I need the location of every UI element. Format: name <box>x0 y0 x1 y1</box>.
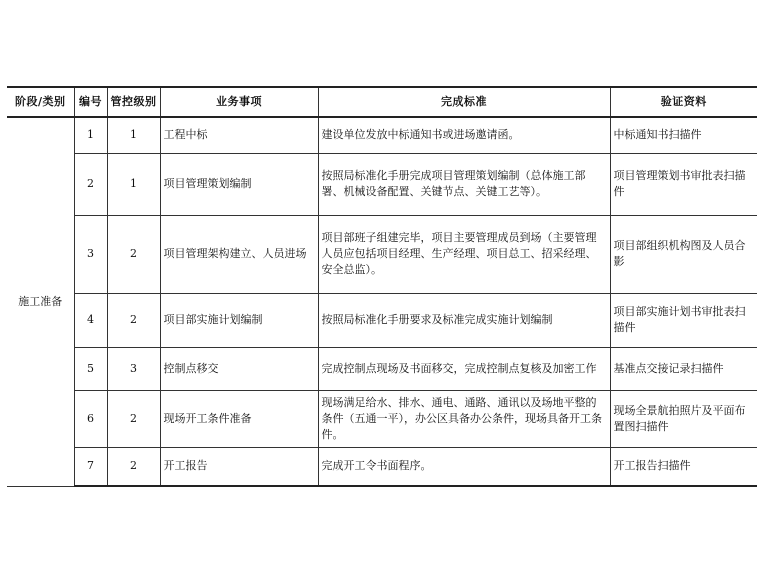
header-verification: 验证资料 <box>610 87 757 117</box>
row-level: 2 <box>107 293 160 347</box>
table-row <box>7 347 757 390</box>
row-no: 3 <box>74 215 107 293</box>
header-no: 编号 <box>74 87 107 117</box>
row-item: 工程中标 <box>160 117 318 153</box>
row-level: 2 <box>107 215 160 293</box>
row-item: 控制点移交 <box>160 347 318 390</box>
stage-cell: 施工准备 <box>7 117 74 486</box>
row-item: 项目部实施计划编制 <box>160 293 318 347</box>
row-level: 2 <box>107 390 160 447</box>
table-row <box>7 390 757 447</box>
row-level: 1 <box>107 117 160 153</box>
row-no: 6 <box>74 390 107 447</box>
row-verification: 项目管理策划书审批表扫描件 <box>610 153 757 215</box>
header-standard: 完成标准 <box>318 87 610 117</box>
row-item: 开工报告 <box>160 447 318 486</box>
table-row <box>7 293 757 347</box>
table-row <box>7 447 757 486</box>
row-no: 5 <box>74 347 107 390</box>
table-row <box>7 117 757 153</box>
row-item: 项目管理策划编制 <box>160 153 318 215</box>
row-standard: 完成开工令书面程序。 <box>318 447 610 486</box>
row-no: 1 <box>74 117 107 153</box>
row-item: 现场开工条件准备 <box>160 390 318 447</box>
row-verification: 项目部实施计划书审批表扫描件 <box>610 293 757 347</box>
row-no: 7 <box>74 447 107 486</box>
row-standard: 建设单位发放中标通知书或进场邀请函。 <box>318 117 610 153</box>
row-verification: 现场全景航拍照片及平面布置图扫描件 <box>610 390 757 447</box>
row-verification: 开工报告扫描件 <box>610 447 757 486</box>
table-row <box>7 215 757 293</box>
row-standard: 现场满足给水、排水、通电、通路、通讯以及场地平整的条件（五通一平），办公区具备办公条件，现场具备开工条件。 <box>318 390 610 447</box>
table-header-row <box>7 87 757 117</box>
row-level: 2 <box>107 447 160 486</box>
row-standard: 项目部班子组建完毕，项目主要管理成员到场（主要管理人员应包括项目经理、生产经理、项目总工、招采经理、安全总监）。 <box>318 215 610 293</box>
row-standard: 按照局标准化手册完成项目管理策划编制（总体施工部署、机械设备配置、关键节点、关键工艺等）。 <box>318 153 610 215</box>
row-standard: 按照局标准化手册要求及标准完成实施计划编制 <box>318 293 610 347</box>
row-verification: 基准点交接记录扫描件 <box>610 347 757 390</box>
row-level: 3 <box>107 347 160 390</box>
row-item: 项目管理架构建立、人员进场 <box>160 215 318 293</box>
table-row <box>7 153 757 215</box>
row-no: 4 <box>74 293 107 347</box>
row-verification: 中标通知书扫描件 <box>610 117 757 153</box>
row-standard: 完成控制点现场及书面移交，完成控制点复核及加密工作 <box>318 347 610 390</box>
header-item: 业务事项 <box>160 87 318 117</box>
header-stage: 阶段/类别 <box>7 87 74 117</box>
row-no: 2 <box>74 153 107 215</box>
row-level: 1 <box>107 153 160 215</box>
row-verification: 项目部组织机构图及人员合影 <box>610 215 757 293</box>
header-level: 管控级别 <box>107 87 160 117</box>
construction-prep-table <box>7 86 757 487</box>
